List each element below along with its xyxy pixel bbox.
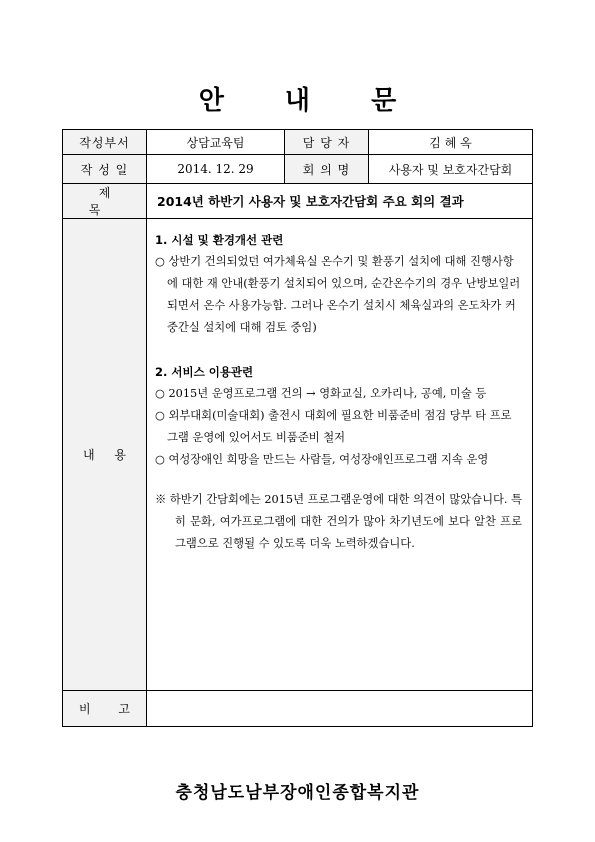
section2-item: ○ 외부대회(미술대회) 출전시 대회에 필요한 비품준비 점검 당부 타 프로그램 운영에 있어서도 비품준비 철저	[155, 409, 512, 444]
organization-name: 충청남도남부장애인종합복지관	[175, 783, 420, 803]
person-value: 김 혜 옥	[369, 130, 533, 155]
section1-title: 1. 시설 및 환경개선 관련	[155, 233, 284, 247]
meeting-label: 회 의 명	[285, 155, 369, 184]
subject-value: 2014년 하반기 사용자 및 보호자간담회 주요 회의 결과	[147, 184, 533, 219]
notice-form-table	[62, 129, 533, 727]
dept-value: 상담교육팀	[147, 130, 285, 155]
document-title: 안 내 문	[198, 86, 423, 116]
remarks-value	[147, 691, 533, 727]
section2-item: ○ 2015년 운영프로그램 건의 → 영화교실, 오카리나, 공예, 미술 등	[155, 387, 487, 400]
date-value: 2014. 12. 29	[147, 155, 285, 184]
dept-label: 작성부서	[63, 130, 147, 155]
section2-title: 2. 서비스 이용관련	[155, 365, 254, 379]
content-row	[63, 219, 533, 691]
content-label: 내 용	[63, 219, 147, 691]
content-body	[147, 219, 533, 691]
dept-row	[63, 130, 533, 155]
section1-item: ○ 상반기 건의되었던 여가체육실 온수기 및 환풍기 설치에 대해 진행사항에 대한 재 안내(환풍기 설치되어 있으며, 순간온수기의 경우 난방보일러 되면서 온수 사용가능함. 그러나 온수기 설치시 체육실과의 온도차가 커 중간실 설치에 대해 검토 중임)	[155, 255, 521, 334]
subject-label: 제 목	[63, 184, 147, 219]
remarks-row	[63, 691, 533, 727]
date-label: 작 성 일	[63, 155, 147, 184]
remarks-label: 비 고	[63, 691, 147, 727]
section2-item: ○ 여성장애인 희망을 만드는 사람들, 여성장애인프로그램 지속 운영	[155, 453, 489, 466]
person-label: 담 당 자	[285, 130, 369, 155]
subject-row	[63, 184, 533, 219]
date-row	[63, 155, 533, 184]
meeting-value: 사용자 및 보호자간담회	[369, 155, 533, 184]
closing-note: ※ 하반기 간담회에는 2015년 프로그램운영에 대한 의견이 많았습니다. 특히 문화, 여가프로그램에 대한 건의가 많아 차기년도에 보다 알찬 프로그램으로 진행될 수 있도록 더욱 노력하겠습니다.	[155, 493, 523, 550]
